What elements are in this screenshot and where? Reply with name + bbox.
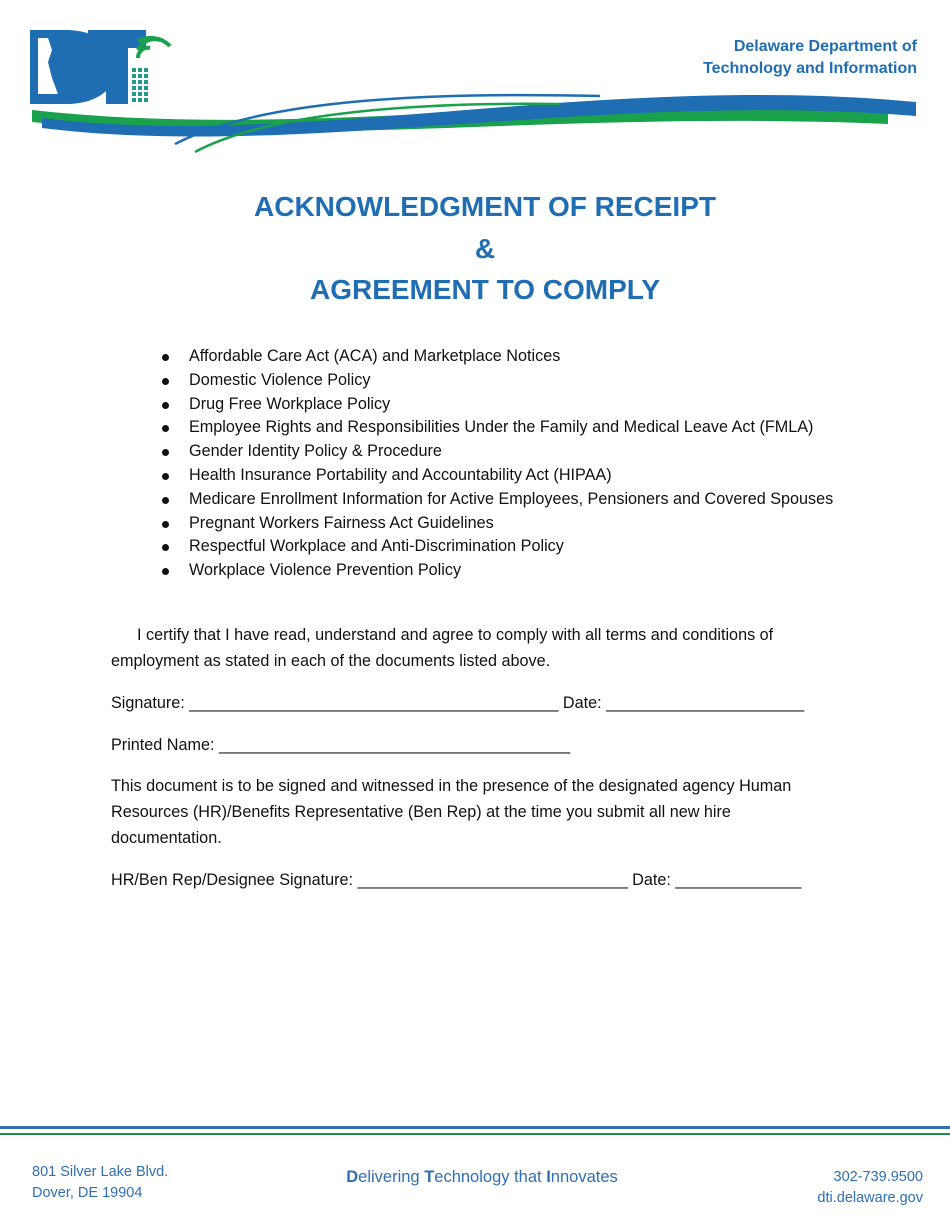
bullet-icon [162,402,169,409]
dti-logo [28,28,173,106]
bullet-icon [162,473,169,480]
certification-text: I certify that I have read, understand and agree to comply with all terms and conditions of employment as stated in each of the documents listed above. [111,626,774,670]
policy-list [158,345,918,583]
hr-signature-field[interactable]: ______________________________ [357,871,628,889]
title-line-3: AGREEMENT TO COMPLY [309,274,661,305]
footer-divider-green [0,1133,950,1135]
date-field[interactable]: ______________________ [606,694,805,712]
tagline-rest: echnology that [434,1168,547,1186]
list-item [158,416,918,440]
list-item [158,512,918,536]
organization-name [587,36,917,80]
tagline-rest: elivering [358,1168,425,1186]
website-link[interactable]: dti.delaware.gov [817,1190,923,1206]
policy-name: Respectful Workplace and Anti-Discrimination Policy [189,537,564,556]
policy-name: Gender Identity Policy & Procedure [189,442,442,461]
org-name-line-2: Technology and Information [703,60,917,77]
list-item [158,440,918,464]
signature-label: Signature: [111,694,185,712]
hr-date-label: Date: [632,871,671,889]
tagline-cap: D [346,1168,359,1186]
list-item [158,488,918,512]
hr-signature-row [111,867,831,893]
policy-name: Affordable Care Act (ACA) and Marketplace Notices [189,347,561,365]
title-line-2: & [474,232,496,264]
address-line-2: Dover, DE 19904 [32,1185,143,1201]
policy-name: Employee Rights and Responsibilities Under the Family and Medical Leave Act (FMLA) [189,418,814,437]
witness-notice: This document is to be signed and witnessed in the presence of the designated agency Human Resources (HR)/Benefits Representative (Ben Rep) at the time you submit all new hire documentation. [111,777,792,847]
printed-name-row [111,732,831,758]
tagline-cap: I [546,1168,551,1186]
letterhead [0,0,950,160]
policy-name: Pregnant Workers Fairness Act Guidelines [189,513,494,532]
list-item [158,535,918,559]
bullet-icon [162,354,169,361]
footer-contact [817,1167,923,1209]
document-title [0,186,950,311]
hr-signature-label: HR/Ben Rep/Designee Signature: [111,871,354,889]
org-name-line-1: Delaware Department of [733,38,917,55]
policy-name: Drug Free Workplace Policy [189,394,391,413]
list-item [158,464,918,488]
footer-divider-blue [0,1126,950,1129]
date-label: Date: [562,694,602,712]
address-line-1: 801 Silver Lake Blvd. [32,1164,169,1180]
printed-name-field[interactable]: _______________________________________ [218,736,571,754]
signature-field[interactable]: _________________________________________ [189,694,559,712]
list-item [158,345,918,369]
list-item [158,559,918,583]
bullet-icon [162,497,169,504]
bullet-icon [162,544,169,551]
bullet-icon [162,425,169,432]
bullet-icon [162,449,169,456]
policy-name: Domestic Violence Policy [189,370,371,389]
bullet-icon [162,568,169,575]
tagline-cap: T [424,1168,435,1186]
policy-name: Health Insurance Portability and Accountability Act (HIPAA) [189,465,612,484]
hr-date-field[interactable]: ______________ [675,871,802,889]
certification-paragraph [111,622,831,674]
phone-number: 302-739.9500 [833,1169,923,1185]
list-item [158,393,918,417]
policy-name: Workplace Violence Prevention Policy [189,561,462,580]
bullet-icon [162,378,169,385]
policy-name: Medicare Enrollment Information for Active Employees, Pensioners and Covered Spouses [189,489,834,508]
signature-row [111,690,831,716]
footer-tagline [0,1168,950,1187]
bullet-icon [162,521,169,528]
tagline-rest: nnovates [550,1168,618,1186]
printed-name-label: Printed Name: [111,736,215,754]
title-line-1: ACKNOWLEDGMENT OF RECEIPT [254,191,716,222]
list-item [158,369,918,393]
